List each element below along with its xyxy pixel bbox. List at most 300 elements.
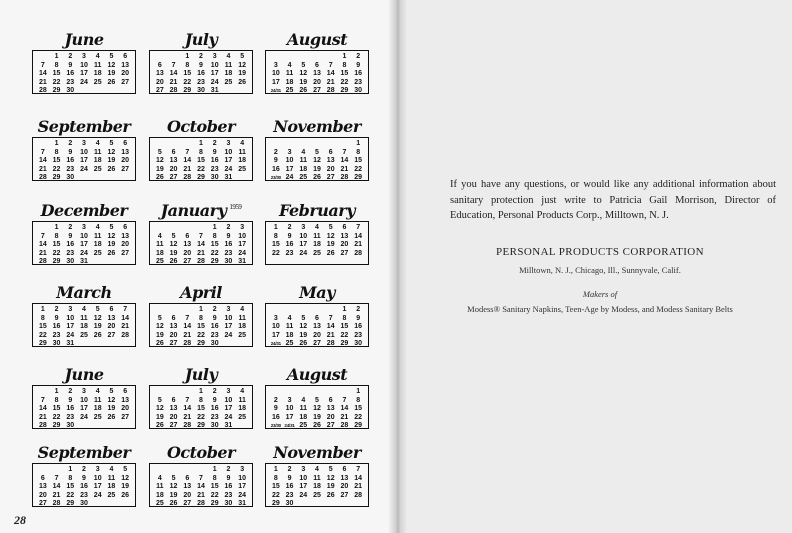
day-cell: 14 (38, 70, 47, 77)
day-cell: 15 (354, 405, 363, 412)
day-cell: 14 (326, 323, 335, 330)
day-cell: 25 (155, 500, 164, 507)
day-cell: 27 (183, 258, 192, 265)
day-cell (180, 140, 194, 149)
day-cell: 28 (38, 174, 47, 181)
day-cell: 17 (224, 157, 233, 164)
month-name (32, 26, 136, 50)
month-box (149, 221, 253, 265)
day-cell: 19 (155, 331, 164, 339)
day-cell: 20 (313, 78, 321, 86)
day-cell: 11 (94, 61, 102, 69)
day-cell: 13 (183, 241, 192, 248)
day-cell: 5 (109, 224, 114, 231)
day-cell (91, 258, 105, 267)
month-calendar (32, 197, 136, 265)
day-cell: 13 (107, 314, 116, 322)
day-cell: 21 (38, 78, 47, 86)
day-cell (180, 388, 194, 397)
day-cell: 12 (155, 157, 164, 164)
month-box (32, 50, 136, 94)
day-cell: 29 (197, 174, 205, 181)
day-cell: 11 (313, 474, 321, 482)
day-cell: 28 (183, 174, 192, 181)
day-cell: 27 (155, 87, 164, 94)
day-cell: 22 (197, 413, 205, 421)
day-cell: 1 (199, 306, 203, 313)
page-number: 28 (14, 513, 26, 527)
day-cell: 18 (238, 157, 247, 164)
day-grid (153, 466, 249, 509)
day-cell: 20 (326, 413, 335, 421)
day-cell: 14 (52, 483, 61, 490)
day-cell: 30 (354, 87, 363, 94)
day-cell: 12 (107, 61, 116, 69)
day-cell: 16 (210, 405, 219, 412)
day-cell: 20 (169, 413, 178, 421)
day-cell: 14 (340, 157, 349, 164)
month-box (149, 463, 253, 507)
day-cell: 2 (273, 148, 278, 156)
month-calendar (265, 113, 369, 181)
day-cell: 3 (301, 224, 306, 231)
day-cell: 30 (197, 87, 205, 94)
day-cell: 15 (197, 323, 205, 330)
day-cell (194, 224, 208, 233)
day-cell: 26 (155, 174, 164, 181)
day-cell: 4 (95, 53, 100, 60)
day-cell: 16 (224, 483, 233, 490)
day-cell: 30 (210, 340, 219, 347)
day-cell (118, 422, 132, 431)
day-grid (153, 140, 249, 183)
day-cell: 26 (313, 174, 321, 181)
day-grid (269, 140, 365, 183)
month-label: May (299, 283, 335, 302)
day-cell: 4 (95, 388, 100, 395)
day-cell: 17 (224, 405, 233, 412)
day-cell: 9 (356, 61, 361, 69)
day-cell: 22 (271, 249, 280, 257)
day-cell: 23/30 (270, 423, 281, 428)
day-cell: 31 (210, 87, 219, 94)
day-cell: 25 (313, 249, 321, 257)
day-cell: 24 (224, 331, 233, 339)
day-cell: 11 (299, 157, 307, 164)
day-cell: 4 (287, 314, 292, 322)
day-cell: 12 (299, 323, 308, 330)
year-label: 1959 (229, 203, 242, 211)
month-label: December (40, 201, 128, 220)
day-cell: 14 (197, 241, 205, 248)
day-cell (91, 500, 105, 509)
day-cell (153, 224, 167, 233)
day-cell: 16 (354, 70, 363, 77)
day-cell: 5 (157, 148, 162, 156)
day-cell: 6 (315, 61, 319, 69)
day-cell: 19 (107, 157, 116, 164)
day-cell: 14 (183, 157, 192, 164)
day-cell: 12 (313, 157, 321, 164)
day-cell: 19 (313, 413, 321, 421)
day-cell: 27 (169, 422, 178, 429)
day-cell: 14 (38, 241, 47, 248)
day-cell: 10 (285, 405, 294, 412)
month-box (149, 50, 253, 94)
month-name (149, 279, 253, 303)
day-cell (310, 388, 324, 397)
day-cell: 3 (301, 466, 306, 473)
day-cell: 24 (224, 413, 233, 421)
day-cell: 16 (80, 483, 88, 490)
day-cell (296, 53, 310, 62)
day-cell: 26 (121, 491, 130, 499)
day-cell: 23/30 (270, 175, 281, 180)
day-cell: 23 (354, 78, 363, 86)
day-cell: 28 (38, 87, 47, 94)
day-grid (36, 53, 132, 96)
day-cell: 4 (240, 140, 245, 147)
day-cell: 20 (183, 249, 192, 257)
day-cell: 29 (52, 422, 61, 429)
product-list: Modess® Sanitary Napkins, Teen-Age by Modess, and Modess Sanitary Belts (467, 304, 733, 314)
day-cell: 30 (354, 340, 363, 347)
day-cell: 8 (273, 232, 278, 240)
day-cell: 23 (224, 491, 233, 499)
month-name (32, 439, 136, 463)
day-cell: 13 (313, 323, 321, 330)
day-cell: 9 (54, 314, 59, 322)
day-cell: 3 (273, 314, 278, 322)
day-cell: 5 (95, 306, 100, 313)
makers-of-label: Makers of (582, 289, 618, 299)
day-cell: 8 (54, 148, 59, 156)
day-cell: 25 (155, 258, 164, 265)
month-name (265, 197, 369, 221)
day-cell: 27 (107, 331, 116, 339)
day-cell: 3 (212, 53, 217, 60)
day-cell: 28 (340, 422, 349, 429)
day-cell: 7 (54, 474, 59, 482)
day-cell: 23 (210, 165, 219, 173)
day-grid (36, 140, 132, 183)
day-cell: 4 (240, 306, 245, 313)
day-cell (36, 53, 50, 62)
day-cell: 22 (210, 491, 219, 499)
day-cell: 29 (210, 500, 219, 507)
day-cell (105, 258, 119, 267)
month-name (149, 26, 253, 50)
day-cell: 16 (210, 323, 219, 330)
day-cell: 8 (212, 474, 217, 482)
day-cell: 29 (52, 87, 61, 94)
day-cell: 5 (315, 396, 319, 404)
day-cell (296, 500, 310, 509)
day-cell: 21 (340, 165, 349, 173)
day-cell: 17 (299, 483, 308, 490)
day-cell: 23 (66, 413, 75, 421)
day-cell: 25 (224, 78, 233, 86)
day-cell: 14 (340, 405, 349, 412)
day-cell: 6 (185, 474, 190, 482)
day-cell: 22 (354, 165, 363, 173)
day-cell: 20 (121, 70, 130, 77)
day-cell: 10 (271, 70, 280, 77)
day-cell (153, 53, 167, 62)
day-cell: 14 (183, 405, 192, 412)
month-box (149, 303, 253, 347)
day-cell: 13 (326, 405, 335, 412)
day-cell: 24 (224, 165, 233, 173)
day-cell: 18 (285, 78, 294, 86)
day-cell: 6 (185, 232, 190, 240)
day-cell: 1 (68, 466, 73, 473)
day-cell (235, 422, 249, 431)
day-cell: 6 (157, 61, 162, 69)
day-grid (36, 306, 132, 349)
day-cell: 30 (66, 422, 75, 429)
day-cell (283, 388, 297, 397)
right-page (408, 0, 792, 533)
day-cell: 29 (340, 87, 349, 94)
day-cell: 27 (313, 340, 321, 347)
day-cell: 31 (238, 500, 247, 507)
day-cell: 20 (121, 405, 130, 412)
day-cell: 22 (210, 249, 219, 257)
day-cell: 22 (66, 491, 75, 499)
day-cell: 20 (340, 241, 349, 248)
day-cell: 6 (342, 224, 347, 231)
day-cell (324, 140, 338, 149)
day-cell: 1 (273, 466, 278, 473)
day-cell: 23 (224, 249, 233, 257)
day-cell: 11 (238, 148, 246, 156)
day-cell: 8 (342, 314, 347, 322)
day-cell (91, 174, 105, 183)
day-cell: 25 (238, 413, 247, 421)
day-cell: 22 (197, 165, 205, 173)
day-cell: 2 (68, 140, 73, 147)
month-name (32, 361, 136, 385)
day-cell (180, 224, 194, 233)
day-cell (180, 466, 194, 475)
day-cell (194, 466, 208, 475)
day-cell: 26 (93, 331, 102, 339)
day-cell: 3 (68, 306, 73, 313)
day-cell: 16 (210, 157, 219, 164)
day-cell: 12 (107, 148, 116, 156)
month-name (265, 113, 369, 137)
day-cell: 24 (285, 174, 294, 181)
day-cell: 27 (326, 422, 335, 429)
month-label: October (166, 443, 236, 462)
day-cell (338, 500, 352, 509)
day-cell: 17 (299, 241, 308, 248)
day-cell: 8 (212, 232, 217, 240)
month-calendar (265, 26, 369, 94)
day-cell: 19 (313, 165, 321, 173)
month-calendar (265, 361, 369, 429)
day-cell: 19 (155, 413, 164, 421)
day-cell: 13 (340, 474, 349, 482)
day-cell: 31 (238, 258, 247, 265)
day-cell: 5 (171, 474, 176, 482)
day-cell: 30 (66, 258, 75, 265)
day-cell: 25 (93, 413, 102, 421)
day-cell: 13 (38, 483, 47, 490)
day-cell: 3 (82, 388, 86, 395)
month-name (265, 439, 369, 463)
day-cell (167, 140, 181, 149)
day-cell (77, 422, 91, 431)
day-cell: 2 (212, 388, 217, 395)
day-cell: 14 (326, 70, 335, 77)
day-cell: 1 (342, 306, 347, 313)
day-cell: 31 (224, 174, 233, 181)
day-cell: 23 (197, 78, 205, 86)
day-cell: 31 (80, 258, 88, 265)
day-cell: 18 (238, 323, 247, 330)
day-cell: 30 (80, 500, 88, 507)
day-cell: 25 (80, 331, 88, 339)
day-cell: 23 (285, 491, 294, 499)
month-label: April (180, 283, 222, 302)
day-cell: 21 (326, 78, 335, 86)
day-cell: 3 (287, 396, 292, 404)
day-cell (167, 388, 181, 397)
day-cell (153, 466, 167, 475)
day-cell: 12 (326, 232, 335, 240)
day-cell (296, 306, 310, 315)
day-cell: 17 (80, 70, 88, 77)
month-box (32, 385, 136, 429)
day-cell: 21 (354, 483, 363, 490)
day-cell: 26 (299, 87, 308, 94)
day-cell: 4 (240, 388, 245, 395)
day-cell: 9 (68, 232, 73, 240)
day-cell: 16 (224, 241, 233, 248)
day-cell: 8 (54, 232, 59, 240)
day-grid (36, 388, 132, 431)
day-cell: 28 (38, 422, 47, 429)
day-cell: 1 (40, 306, 45, 313)
day-cell: 24 (299, 249, 308, 257)
month-box (265, 385, 369, 429)
day-cell: 1 (212, 466, 217, 473)
day-cell: 6 (171, 396, 176, 404)
month-label: October (166, 117, 236, 136)
day-cell: 17 (80, 241, 88, 248)
day-cell: 29 (354, 422, 363, 429)
day-cell: 14 (354, 232, 363, 240)
month-label: July (184, 30, 218, 49)
day-cell: 30 (285, 500, 294, 507)
day-cell: 18 (93, 241, 102, 248)
day-cell: 4 (226, 53, 231, 60)
day-cell: 18 (107, 483, 116, 490)
day-cell: 15 (52, 241, 61, 248)
day-cell: 8 (199, 148, 203, 156)
day-grid (153, 388, 249, 431)
day-cell (36, 388, 50, 397)
day-cell: 30 (66, 87, 75, 94)
month-label: February (278, 201, 355, 220)
day-cell: 5 (123, 466, 128, 473)
day-cell (77, 87, 91, 96)
month-calendar (265, 279, 369, 347)
day-cell: 14 (354, 474, 363, 482)
day-cell: 6 (315, 314, 319, 322)
day-cell: 3 (240, 466, 245, 473)
day-cell: 31 (66, 340, 75, 347)
day-cell: 7 (356, 224, 361, 231)
day-cell (235, 87, 249, 96)
day-cell: 11 (285, 323, 294, 330)
day-cell: 13 (326, 157, 335, 164)
day-cell: 15 (271, 483, 280, 490)
day-cell: 11 (107, 474, 116, 482)
day-cell: 13 (155, 70, 164, 77)
day-cell: 15 (210, 241, 219, 248)
day-cell: 17 (66, 323, 75, 330)
day-cell: 12 (326, 474, 335, 482)
day-cell: 18 (285, 331, 294, 339)
day-cell: 12 (313, 405, 321, 412)
page-gutter (388, 0, 408, 533)
day-cell: 9 (287, 474, 292, 482)
day-cell (167, 466, 181, 475)
day-cell: 23 (210, 413, 219, 421)
day-cell: 23 (80, 491, 88, 499)
day-cell: 11 (94, 396, 102, 404)
day-cell (235, 340, 249, 349)
day-cell: 18 (238, 405, 247, 412)
day-cell: 6 (40, 474, 45, 482)
day-cell: 11 (156, 483, 164, 490)
day-cell (153, 388, 167, 397)
day-cell: 19 (93, 323, 102, 330)
month-label: July (184, 365, 218, 384)
day-cell (235, 174, 249, 183)
day-cell: 24 (80, 78, 88, 86)
day-cell: 12 (93, 314, 102, 322)
month-box (32, 137, 136, 181)
day-cell (118, 174, 132, 183)
day-cell: 5 (171, 232, 176, 240)
day-cell: 29 (210, 258, 219, 265)
day-cell: 10 (299, 232, 308, 240)
day-cell: 12 (107, 232, 116, 240)
day-cell: 20 (121, 157, 130, 164)
month-name (32, 197, 136, 221)
day-cell: 29 (354, 174, 363, 181)
day-cell: 25 (93, 165, 102, 173)
day-grid (153, 306, 249, 349)
day-cell: 8 (273, 474, 278, 482)
month-calendar (149, 113, 253, 181)
day-cell: 1 (356, 388, 361, 395)
day-cell: 15 (52, 157, 61, 164)
day-cell: 4 (301, 148, 306, 156)
day-cell: 9 (212, 314, 217, 322)
day-cell: 28 (340, 174, 349, 181)
day-cell: 21 (121, 323, 130, 330)
day-cell: 12 (169, 483, 178, 490)
month-calendar (32, 279, 136, 347)
day-cell: 1 (342, 53, 347, 60)
day-cell: 22 (52, 249, 61, 257)
day-cell (118, 258, 132, 267)
